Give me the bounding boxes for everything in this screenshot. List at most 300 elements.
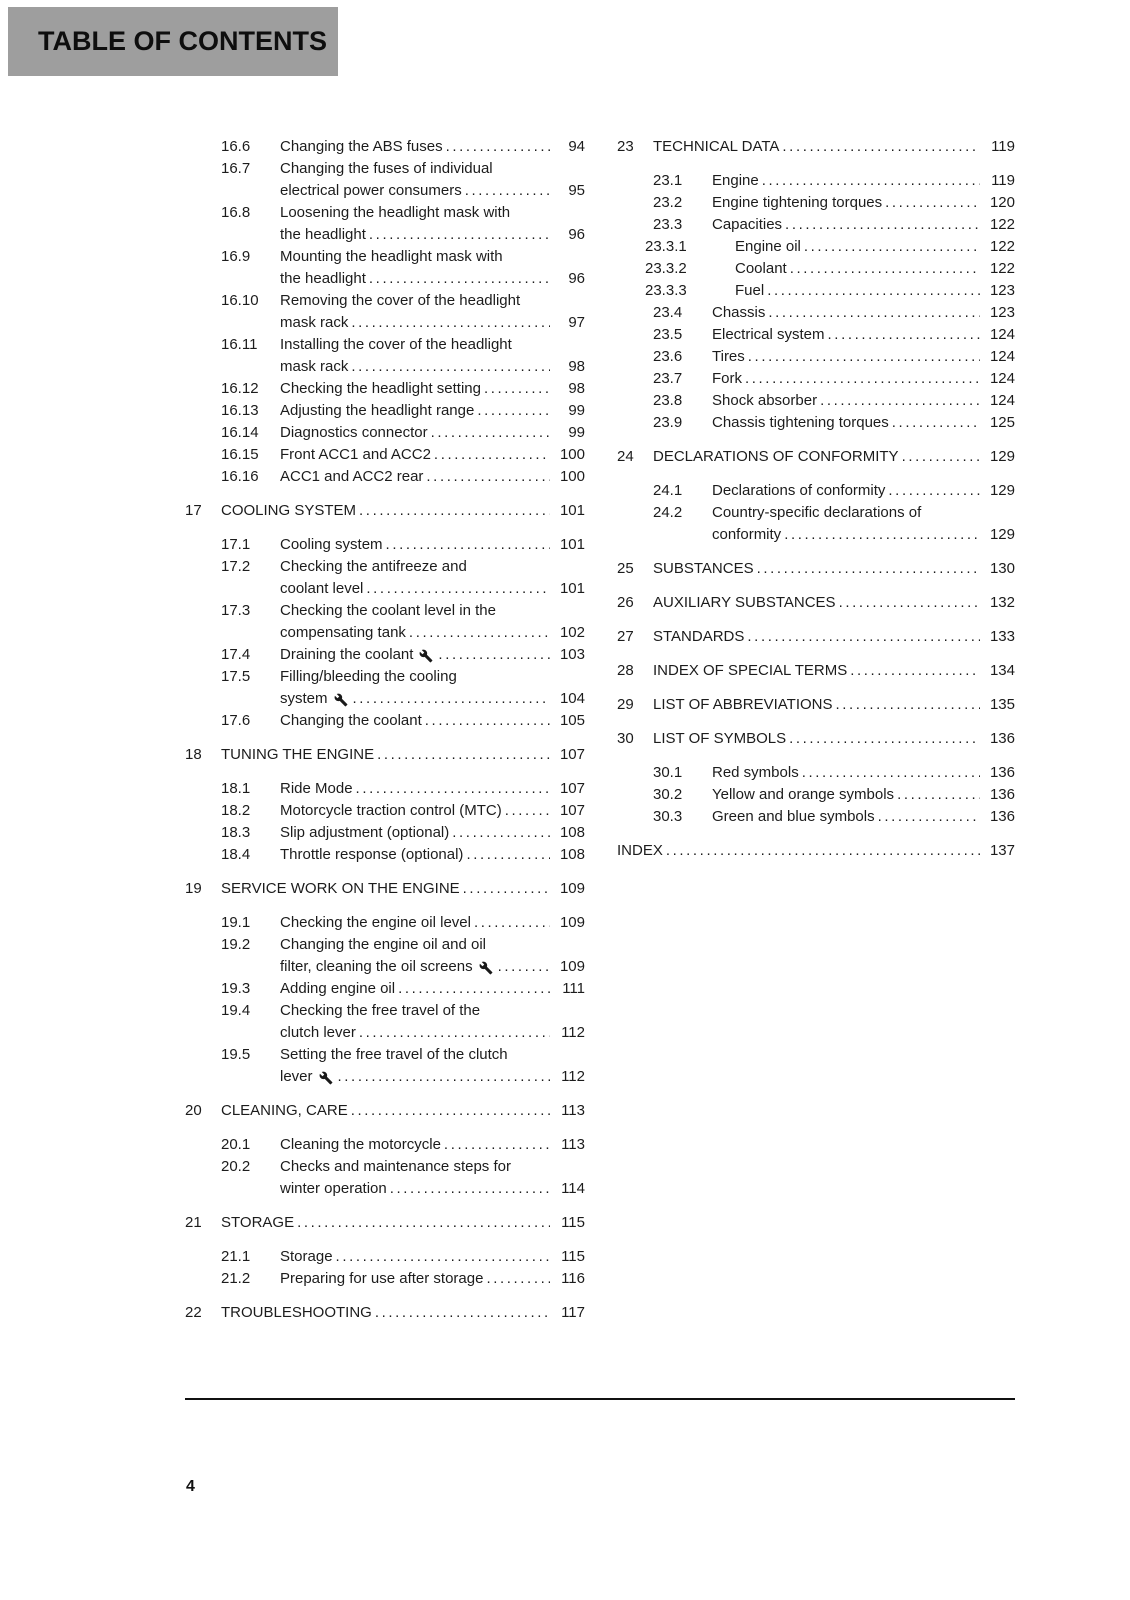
entry-title: Throttle response (optional) <box>280 846 464 863</box>
entry-title-line: Filling/bleeding the cooling <box>280 668 457 685</box>
entry-last-line <box>617 840 1015 862</box>
entry-title-line: Checking the free travel of the <box>280 1002 481 1019</box>
entry-last-line <box>712 170 1015 192</box>
toc-entry <box>185 934 585 978</box>
dot-leader <box>666 840 980 862</box>
dot-leader <box>828 324 980 346</box>
entry-page-number: 124 <box>989 370 1015 387</box>
dot-leader <box>463 878 550 900</box>
wrench-icon <box>334 693 348 707</box>
toc-entry <box>185 844 585 866</box>
entry-number: 16.9 <box>221 248 251 265</box>
entry-number: 23.2 <box>653 194 683 211</box>
entry-number: 28 <box>617 662 634 679</box>
entry-last-line <box>280 1178 585 1200</box>
entry-title: Red symbols <box>712 764 799 781</box>
dot-leader <box>359 1022 550 1044</box>
toc-entry <box>617 170 1015 192</box>
entry-number: 24.1 <box>653 482 683 499</box>
dot-leader <box>409 622 550 644</box>
entry-number: 29 <box>617 696 634 713</box>
entry-number: 24.2 <box>653 504 683 521</box>
entry-page-number: 95 <box>568 182 585 199</box>
entry-body <box>712 324 1015 346</box>
entry-number: 23.3.2 <box>645 260 687 277</box>
entry-page-number: 129 <box>989 448 1015 465</box>
toc-entry <box>617 346 1015 368</box>
entry-body <box>280 422 585 444</box>
entry-last-line <box>221 500 585 522</box>
entry-title: LIST OF SYMBOLS <box>653 730 787 747</box>
dot-leader <box>505 800 550 822</box>
entry-page-number: 112 <box>561 1024 585 1041</box>
entry-body <box>280 1246 585 1268</box>
dot-leader <box>745 368 980 390</box>
entry-title: TUNING THE ENGINE <box>221 746 375 763</box>
entry-page-number: 124 <box>989 392 1015 409</box>
entry-number: 18 <box>185 746 202 763</box>
entry-page-number: 129 <box>989 482 1015 499</box>
entry-title: Motorcycle traction control (MTC) <box>280 802 502 819</box>
entry-number: 17.2 <box>221 558 251 575</box>
toc-entry <box>185 400 585 422</box>
entry-title: TECHNICAL DATA <box>653 138 780 155</box>
toc-entry <box>185 912 585 934</box>
entry-title: winter operation <box>280 1180 387 1197</box>
entry-title: SUBSTANCES <box>653 560 754 577</box>
toc-entry <box>185 978 585 1000</box>
entry-last-line <box>280 644 585 666</box>
toc-entry <box>185 466 585 488</box>
entry-number: 16.14 <box>221 424 259 441</box>
entry-title: clutch lever <box>280 1024 356 1041</box>
entry-last-line <box>280 622 585 644</box>
toc-chapter-entry <box>617 660 1015 682</box>
toc-entry <box>617 502 1015 546</box>
entry-page-number: 137 <box>989 842 1015 859</box>
dot-leader <box>426 466 550 488</box>
entry-number: 23.1 <box>653 172 683 189</box>
dot-leader <box>446 136 550 158</box>
entry-number: 20 <box>185 1102 202 1119</box>
entry-page-number: 122 <box>989 260 1015 277</box>
entry-title: the headlight <box>280 226 366 243</box>
entry-body <box>712 806 1015 828</box>
entry-number: 16.12 <box>221 380 259 397</box>
dot-leader <box>836 694 981 716</box>
dot-leader <box>484 378 550 400</box>
dot-leader <box>425 710 550 732</box>
toc-entry <box>617 324 1015 346</box>
toc-entry <box>185 822 585 844</box>
entry-page-number: 136 <box>989 730 1015 747</box>
entry-title-line: Changing the fuses of individual <box>280 160 493 177</box>
entry-body <box>735 258 1015 280</box>
entry-last-line <box>280 1022 585 1044</box>
entry-page-number: 114 <box>561 1180 585 1197</box>
entry-page-number: 102 <box>559 624 585 641</box>
entry-number: 20.1 <box>221 1136 251 1153</box>
dot-leader <box>369 224 550 246</box>
entry-title: Checking the headlight setting <box>280 380 481 397</box>
entry-last-line <box>712 806 1015 828</box>
entry-page-number: 124 <box>989 348 1015 365</box>
toc-entry <box>185 600 585 644</box>
entry-last-line <box>280 778 585 800</box>
entry-last-line <box>280 578 585 600</box>
toc-entry <box>617 280 1015 302</box>
entry-number: 23.7 <box>653 370 683 387</box>
entry-body <box>653 728 1015 750</box>
toc-entry <box>185 422 585 444</box>
entry-title: ACC1 and ACC2 rear <box>280 468 424 485</box>
dot-leader <box>888 480 980 502</box>
entry-page-number: 113 <box>561 1136 585 1153</box>
entry-last-line <box>735 280 1015 302</box>
entry-last-line <box>280 136 585 158</box>
entry-title: Chassis tightening torques <box>712 414 889 431</box>
toc-chapter-entry <box>185 744 585 766</box>
entry-title: Ride Mode <box>280 780 353 797</box>
toc-chapter-entry <box>617 694 1015 716</box>
entry-last-line <box>280 1268 585 1290</box>
entry-number: 16.15 <box>221 446 259 463</box>
entry-last-line <box>221 878 585 900</box>
entry-title: Yellow and orange symbols <box>712 786 895 803</box>
entry-last-line <box>653 728 1015 750</box>
entry-number: 30.1 <box>653 764 683 781</box>
toc-entry <box>185 290 585 334</box>
toc-entry <box>185 800 585 822</box>
entry-title: Adding engine oil <box>280 980 396 997</box>
toc-entry <box>617 236 1015 258</box>
toc-content <box>185 136 1015 1324</box>
entry-last-line <box>712 524 1015 546</box>
entry-page-number: 100 <box>559 468 585 485</box>
dot-leader <box>434 444 550 466</box>
dot-leader <box>390 1178 550 1200</box>
entry-last-line <box>712 346 1015 368</box>
entry-body <box>280 158 585 202</box>
entry-page-number: 101 <box>559 536 585 553</box>
entry-last-line <box>280 180 585 202</box>
entry-title: Preparing for use after storage <box>280 1270 484 1287</box>
dot-leader <box>465 180 550 202</box>
entry-last-line <box>221 1100 585 1122</box>
entry-page-number: 111 <box>562 980 585 997</box>
dot-leader <box>353 688 550 710</box>
entry-title: Storage <box>280 1248 333 1265</box>
toc-entry <box>185 666 585 710</box>
dot-leader <box>878 806 980 828</box>
dot-leader <box>474 912 550 934</box>
entry-number: 16.13 <box>221 402 259 419</box>
dot-leader <box>452 822 550 844</box>
entry-number: 16.6 <box>221 138 251 155</box>
dot-leader <box>757 558 980 580</box>
entry-last-line <box>712 784 1015 806</box>
entry-title: Chassis <box>712 304 766 321</box>
wrench-icon <box>479 961 493 975</box>
entry-last-line <box>280 534 585 556</box>
entry-last-line <box>280 912 585 934</box>
entry-number: 16.7 <box>221 160 251 177</box>
entry-title: mask rack <box>280 314 349 331</box>
toc-chapter-entry <box>617 446 1015 468</box>
entry-title-line: Country-specific declarations of <box>712 504 922 521</box>
entry-number: 17.6 <box>221 712 251 729</box>
entry-page-number: 115 <box>561 1214 585 1231</box>
entry-number: 19.4 <box>221 1002 251 1019</box>
entry-title: mask rack <box>280 358 349 375</box>
entry-number: 30 <box>617 730 634 747</box>
entry-title: Front ACC1 and ACC2 <box>280 446 431 463</box>
entry-body <box>712 170 1015 192</box>
entry-last-line <box>280 312 585 334</box>
entry-last-line <box>712 324 1015 346</box>
entry-title: the headlight <box>280 270 366 287</box>
entry-page-number: 99 <box>568 424 585 441</box>
toc-entry <box>185 1156 585 1200</box>
toc-entry <box>617 214 1015 236</box>
entry-last-line <box>712 214 1015 236</box>
toc-entry <box>185 136 585 158</box>
entry-page-number: 108 <box>559 824 585 841</box>
entry-last-line <box>712 762 1015 784</box>
dot-leader <box>790 258 980 280</box>
entry-title: Fork <box>712 370 742 387</box>
dot-leader <box>431 422 550 444</box>
entry-number: 23.5 <box>653 326 683 343</box>
entry-page-number: 119 <box>991 138 1015 155</box>
entry-number: 30.3 <box>653 808 683 825</box>
entry-title-line: Loosening the headlight mask with <box>280 204 511 221</box>
entry-body <box>280 136 585 158</box>
entry-page-number: 120 <box>989 194 1015 211</box>
entry-title: STANDARDS <box>653 628 745 645</box>
entry-page-number: 125 <box>989 414 1015 431</box>
toc-entry <box>185 644 585 666</box>
entry-number: 23.8 <box>653 392 683 409</box>
dot-leader <box>477 400 550 422</box>
entry-title: SERVICE WORK ON THE ENGINE <box>221 880 460 897</box>
dot-leader <box>789 728 980 750</box>
entry-title: Diagnostics connector <box>280 424 428 441</box>
entry-page-number: 117 <box>561 1304 585 1321</box>
entry-page-number: 129 <box>989 526 1015 543</box>
dot-leader <box>902 446 980 468</box>
entry-title: Tires <box>712 348 745 365</box>
entry-title: coolant level <box>280 580 364 597</box>
entry-title-line: Changing the engine oil and oil <box>280 936 486 953</box>
entry-title-line: Checking the coolant level in the <box>280 602 496 619</box>
entry-page-number: 133 <box>989 628 1015 645</box>
entry-title: Engine oil <box>735 238 801 255</box>
entry-body <box>653 446 1015 468</box>
entry-body <box>280 400 585 422</box>
entry-last-line <box>653 694 1015 716</box>
entry-page-number: 103 <box>559 646 585 663</box>
entry-page-number: 136 <box>989 808 1015 825</box>
dot-leader <box>486 1268 550 1290</box>
entry-body <box>280 778 585 800</box>
dot-leader <box>336 1246 550 1268</box>
entry-page-number: 101 <box>559 580 585 597</box>
dot-leader <box>785 214 980 236</box>
entry-last-line <box>653 660 1015 682</box>
dot-leader <box>784 524 980 546</box>
toc-chapter-entry <box>617 728 1015 750</box>
entry-body <box>280 644 585 666</box>
entry-number: 16.16 <box>221 468 259 485</box>
toc-entry <box>185 710 585 732</box>
entry-body <box>280 556 585 600</box>
entry-number: 18.4 <box>221 846 251 863</box>
entry-number: 25 <box>617 560 634 577</box>
entry-body <box>280 1134 585 1156</box>
dot-leader <box>351 312 550 334</box>
toc-chapter-entry <box>617 626 1015 648</box>
toc-entry <box>185 378 585 400</box>
entry-number: 21.2 <box>221 1270 251 1287</box>
entry-title: AUXILIARY SUBSTANCES <box>653 594 836 611</box>
entry-title-line: Setting the free travel of the clutch <box>280 1046 508 1063</box>
dot-leader <box>767 280 980 302</box>
footer-rule <box>185 1398 1015 1400</box>
entry-number: 23 <box>617 138 634 155</box>
entry-body <box>280 934 585 978</box>
toc-entry <box>617 784 1015 806</box>
entry-last-line <box>280 800 585 822</box>
entry-page-number: 100 <box>559 446 585 463</box>
toc-entry <box>185 1268 585 1290</box>
entry-last-line <box>712 302 1015 324</box>
entry-number: 23.3.3 <box>645 282 687 299</box>
toc-entry <box>185 1044 585 1088</box>
entry-last-line <box>653 136 1015 158</box>
entry-page-number: 99 <box>568 402 585 419</box>
entry-number: 17.5 <box>221 668 251 685</box>
entry-last-line <box>280 400 585 422</box>
entry-body <box>280 822 585 844</box>
entry-body <box>653 136 1015 158</box>
entry-body <box>221 1100 585 1122</box>
entry-title: Changing the coolant <box>280 712 422 729</box>
entry-title: Slip adjustment (optional) <box>280 824 450 841</box>
page-header-banner <box>8 7 338 76</box>
entry-title: Draining the coolant <box>280 646 414 663</box>
entry-body <box>280 534 585 556</box>
entry-last-line <box>653 626 1015 648</box>
entry-title: Fuel <box>735 282 765 299</box>
entry-number: 16.10 <box>221 292 259 309</box>
entry-page-number: 98 <box>568 358 585 375</box>
dot-leader <box>466 844 550 866</box>
entry-title: INDEX OF SPECIAL TERMS <box>653 662 848 679</box>
entry-last-line <box>221 1302 585 1324</box>
entry-last-line <box>735 258 1015 280</box>
entry-body <box>735 280 1015 302</box>
toc-entry <box>185 1134 585 1156</box>
entry-page-number: 105 <box>559 712 585 729</box>
entry-number: 21.1 <box>221 1248 251 1265</box>
dot-leader <box>498 956 550 978</box>
entry-title: Cooling system <box>280 536 383 553</box>
dot-leader <box>892 412 980 434</box>
dot-leader <box>444 1134 550 1156</box>
entry-title: Electrical system <box>712 326 825 343</box>
entry-body <box>653 626 1015 648</box>
entry-page-number: 112 <box>561 1068 585 1085</box>
entry-page-number: 130 <box>989 560 1015 577</box>
entry-body <box>280 666 585 710</box>
entry-number: 19 <box>185 880 202 897</box>
entry-body <box>712 214 1015 236</box>
toc-entry <box>185 202 585 246</box>
toc-entry <box>185 778 585 800</box>
entry-last-line <box>280 710 585 732</box>
toc-chapter-entry <box>617 592 1015 614</box>
entry-title: electrical power consumers <box>280 182 462 199</box>
entry-last-line <box>712 192 1015 214</box>
entry-page-number: 132 <box>989 594 1015 611</box>
toc-entry <box>185 444 585 466</box>
toc-chapter-entry <box>617 840 1015 862</box>
entry-number: 26 <box>617 594 634 611</box>
entry-number: 17.4 <box>221 646 251 663</box>
entry-last-line <box>280 688 585 710</box>
entry-number: 18.1 <box>221 780 251 797</box>
entry-body <box>735 236 1015 258</box>
entry-title: Engine <box>712 172 759 189</box>
entry-page-number: 104 <box>559 690 585 707</box>
entry-page-number: 115 <box>561 1248 585 1265</box>
entry-title: Coolant <box>735 260 787 277</box>
entry-number: 23.6 <box>653 348 683 365</box>
entry-body <box>712 784 1015 806</box>
entry-page-number: 136 <box>989 786 1015 803</box>
page-title: TABLE OF CONTENTS <box>38 26 327 56</box>
entry-body <box>712 762 1015 784</box>
entry-title: Engine tightening torques <box>712 194 883 211</box>
dot-leader <box>297 1212 550 1234</box>
entry-page-number: 96 <box>568 270 585 287</box>
entry-number: 17.1 <box>221 536 251 553</box>
dot-leader <box>802 762 980 784</box>
entry-body <box>221 878 585 900</box>
dot-leader <box>804 236 980 258</box>
entry-last-line <box>280 444 585 466</box>
entry-number: 24 <box>617 448 634 465</box>
entry-number: 19.1 <box>221 914 251 931</box>
dot-leader <box>768 302 980 324</box>
entry-last-line <box>280 956 585 978</box>
entry-title: Declarations of conformity <box>712 482 886 499</box>
dot-leader <box>850 660 980 682</box>
entry-page-number: 97 <box>568 314 585 331</box>
entry-last-line <box>280 378 585 400</box>
entry-body <box>280 1156 585 1200</box>
toc-chapter-entry <box>185 1302 585 1324</box>
toc-entry <box>617 480 1015 502</box>
entry-body <box>221 1302 585 1324</box>
entry-last-line <box>712 480 1015 502</box>
toc-chapter-entry <box>185 878 585 900</box>
entry-last-line <box>712 412 1015 434</box>
toc-chapter-entry <box>617 136 1015 158</box>
entry-title-line: Installing the cover of the headlight <box>280 336 512 353</box>
dot-leader <box>438 644 550 666</box>
